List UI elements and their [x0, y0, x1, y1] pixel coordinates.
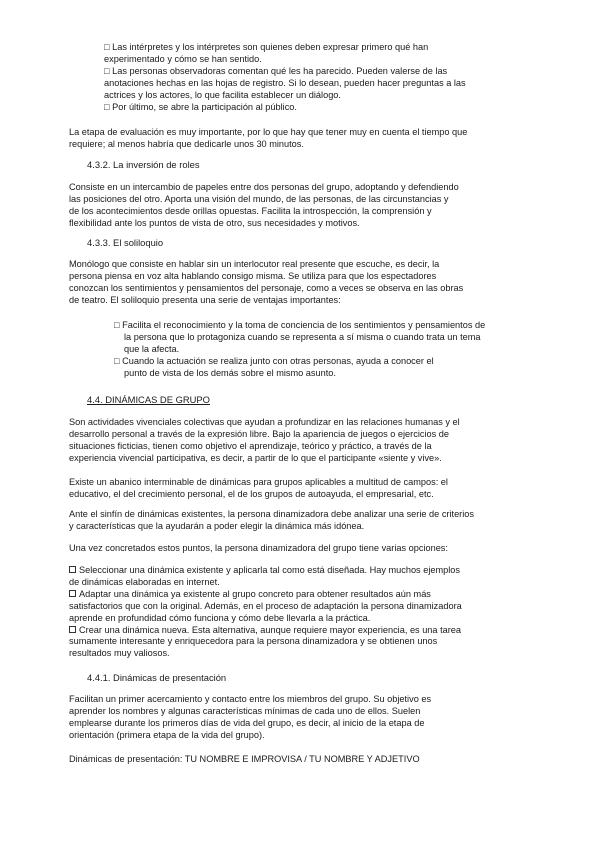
list-item: la persona que lo protagoniza cuando se representa a sí misma o cuando trata un tema: [124, 331, 481, 342]
text-line: y características que la ayudarán a poder elegir la dinámica más idónea.: [69, 520, 365, 531]
checkbox-icon: [69, 626, 76, 633]
paragraph: [69, 543, 531, 555]
text-line: Consiste en un intercambio de papeles entre dos personas del grupo, adoptando y defendiendo: [69, 182, 459, 192]
bullet-list-evaluation: [104, 42, 466, 113]
list-item: [69, 589, 531, 601]
checkbox-icon: [69, 566, 76, 573]
option-text: Adaptar una dinámica ya existente al grupo concreto para obtener resultados aún más: [79, 588, 431, 599]
list-item: aprende en profundidad cómo funciona y cómo debe llevarla a la práctica.: [69, 612, 371, 623]
list-item: experimentado y cómo se han sentido.: [104, 53, 262, 64]
list-item: actrices y los actores, lo que facilita establecer un diálogo.: [104, 89, 341, 100]
list-item: [69, 625, 531, 637]
paragraph: [69, 694, 531, 742]
text-line: de los acontecimientos desde orillas opuestas. Facilita la introspección, la comprensión y: [69, 205, 432, 216]
text-line: flexibilidad ante los puntos de vista de otro, sus necesidades y motivos.: [69, 217, 360, 228]
text-line: aprender los nombres y algunas características mínimas de cada uno de ellos. Suelen: [69, 705, 421, 716]
text-line: desarrollo personal a través de la expresión libre. Bajo la apariencia de juegos o ejercicios de: [69, 428, 449, 439]
list-item: □ Por último, se abre la participación al público.: [104, 101, 297, 112]
list-item: anotaciones hechas en las hojas de registro. Si lo desean, pueden hacer preguntas a las: [104, 77, 466, 88]
section-heading: 4.3.3. El soliloquio: [87, 237, 164, 248]
text-line: requiere; al menos habría que dedicarle unos 30 minutos.: [69, 138, 304, 149]
list-item: □ Cuando la actuación se realiza junto con otras personas, ayuda a conocer el: [114, 355, 434, 366]
paragraph: [69, 754, 531, 766]
list-item: de dinámicas elaboradas en internet.: [69, 576, 220, 587]
text-line: La etapa de evaluación es muy importante, por lo que hay que tener muy en cuenta el tiempo que: [69, 127, 468, 137]
paragraph: [69, 182, 531, 230]
paragraph: [69, 127, 531, 151]
text-line: Facilitan un primer acercamiento y contacto entre los miembros del grupo. Su objetivo es: [69, 694, 432, 704]
text-line: Dinámicas de presentación: TU NOMBRE E IMPROVISA / TU NOMBRE Y ADJETIVO: [69, 754, 420, 764]
text-line: Son actividades vivenciales colectivas que ayudan a profundizar en las relaciones humanas y el: [69, 417, 460, 427]
text-line: emplearse durante los primeros días de vida del grupo, es decir, al inicio de la etapa de: [69, 717, 425, 728]
option-text: Seleccionar una dinámica existente y aplicarla tal como está diseñada. Hay muchos ejemplos: [79, 565, 460, 575]
bullet-list-soliloquy: [114, 320, 485, 380]
text-line: persona piensa en voz alta hablando consigo misma. Se utiliza para que los espectadores: [69, 270, 437, 281]
section-heading: 4.3.2. La inversión de roles: [87, 159, 200, 170]
list-item: [69, 565, 531, 577]
paragraph: [69, 509, 531, 533]
list-item: □ Las intérpretes y los intérpretes son quienes deben expresar primero qué han: [104, 42, 429, 52]
text-line: situaciones ficticias, tienen como objetivo el aprendizaje, teórico y práctico, a través de la: [69, 440, 432, 451]
list-item: resultados muy valiosos.: [69, 648, 170, 659]
list-item: sumamente interesante y enriquecedora para la persona dinamizadora y se obtienen unos: [69, 636, 438, 647]
text-line: conozcan los sentimientos y pensamientos del personaje, como a veces se observa en las obras: [69, 282, 464, 293]
paragraph: [69, 259, 531, 307]
section-heading: 4.4. DINÁMICAS DE GRUPO: [87, 394, 210, 405]
list-item: □ Facilita el reconocimiento y la toma de conciencia de los sentimientos y pensamientos de: [114, 320, 486, 330]
text-line: Monólogo que consiste en hablar sin un interlocutor real presente que escuche, es decir, la: [69, 259, 440, 269]
text-line: Existe un abanico interminable de dinámicas para grupos aplicables a multitud de campos: el: [69, 477, 448, 487]
section-heading: 4.4.1. Dinámicas de presentación: [87, 672, 227, 683]
option-text: Crear una dinámica nueva. Esta alternativa, aunque requiere mayor experiencia, es una tarea: [79, 624, 462, 635]
list-item: que la afecta.: [124, 343, 180, 354]
text-line: orientación (primera etapa de la vida del grupo).: [69, 729, 265, 740]
options-list: [69, 565, 531, 660]
text-line: experiencia vivencial participativa, es decir, a partir de lo que el participante «siente y vive».: [69, 452, 442, 463]
list-item: □ Las personas observadoras comentan qué les ha parecido. Pueden valerse de las: [104, 65, 448, 76]
text-line: las posiciones del otro. Aporta una visión del mundo, de las personas, de las circunstancias y: [69, 193, 449, 204]
checkbox-icon: [69, 590, 76, 597]
paragraph: [69, 417, 531, 465]
text-line: de teatro. El soliloquio presenta una serie de ventajas importantes:: [69, 294, 341, 305]
list-item: punto de vista de los demás sobre el mismo asunto.: [124, 367, 336, 378]
list-item: satisfactorios que con la original. Además, en el proceso de adaptación la persona dinamizadora: [69, 600, 462, 611]
text-line: educativo, el del crecimiento personal, el de los grupos de autoayuda, el empresarial, etc.: [69, 488, 434, 499]
text-line: Ante el sinfín de dinámicas existentes, la persona dinamizadora debe analizar una serie de criterios: [69, 509, 474, 519]
text-line: Una vez concretados estos puntos, la persona dinamizadora del grupo tiene varias opciones:: [69, 543, 448, 553]
paragraph: [69, 477, 531, 501]
